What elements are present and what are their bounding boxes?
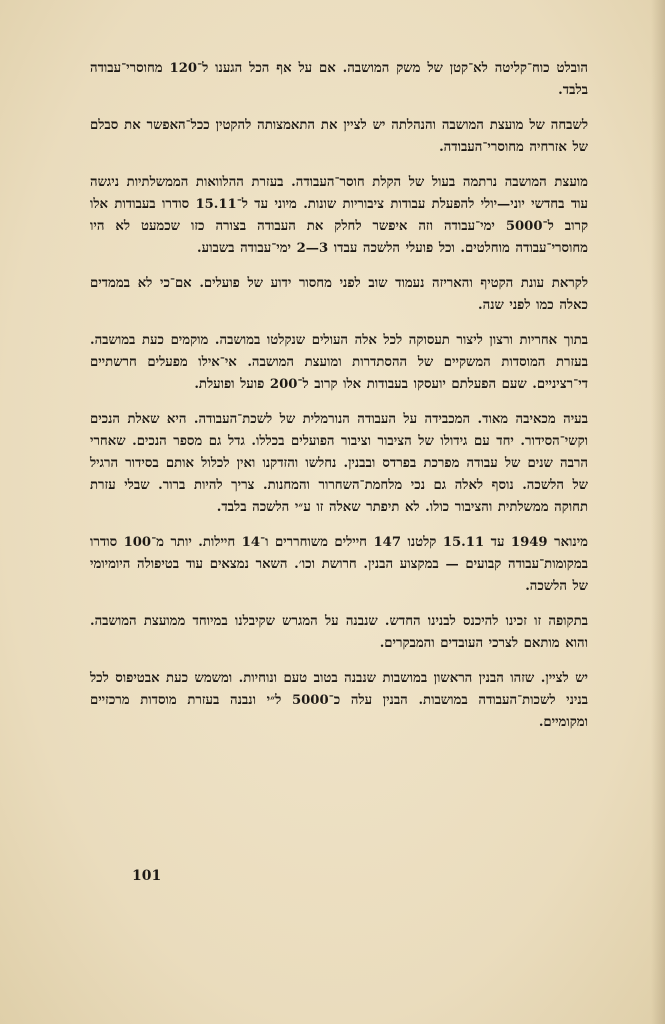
paragraph-3: מועצת המושבה נרתמה בעול של הקלת חוסר־העבודה. בעזרת ההלוואות הממשלתיות ניגשה עוד בחדשי יוני—יולי להפעלת עבודות ציבוריות שונות. מיוני עד ל־15.11 סודרו בעבודות אלו קרוב ל־5000 ימי־עבודה וזה איפשר לחלק את העבודה בצורה כזו שכמעט לא היו מחוסרי־עבודה מוחלטים. וכל פועלי הלשכה עבדו 3—2 ימי־עבודה בשבוע. — [90, 175, 588, 256]
page-number: 101 — [132, 868, 162, 884]
paragraph-5: בתוך אחריות ורצון ליצור תעסוקה לכל אלה העולים שנקלטו במושבה. מוקמים כעת במושבה. בעזרת המוסדות המשקיים של ההסתדרות ומועצת המושבה. אי־אילו מפעלים חרשתיים די־רציניים. שעם הפעלתם יועסקו בעבודות אלו קרוב ל־200 פועל ופועלת. — [90, 333, 588, 392]
paragraph-1: הובלט כוח־קליטה לא־קטן של משק המושבה. אם על אף הכל הגענו ל־120 מחוסרי־עבודה בלבד. — [90, 61, 588, 98]
body-text — [90, 58, 588, 747]
paragraph-7: מינואר 1949 עד 15.11 קלטנו 147 חיילים משוחררים ו־14 חיילות. יותר מ־100 סודרו במקומות־עבודה קבועים — במקצוע הבנין. חרושת וכו׳. השאר נמצאים עוד בטיפולה היומיומי של הלשכה. — [90, 535, 588, 594]
paragraph-6: בעיה מכאיבה מאוד. המכבידה על העבודה הנורמלית של לשכת־העבודה. היא שאלת הנכים וקשי־הסידור. יחד עם גידולו של הציבור וציבור הפועלים בכללו. גדל גם מספר הנכים. שאחרי הרבה שנים של עבודה מפרכת בפרדס ובבנין. נחלשו והזדקנו ואין לכלול אותם בסידור הרגיל של הלשכה. נוסף לאלה גם נכי מלחמת־השחרור והמחנות. צריך להיות ברור. שבלי עזרת תחוקה ממשלתית והציבור כולו. לא תיפתר שאלה זו ע״י הלשכה בלבד. — [90, 412, 588, 515]
paragraph-4: לקראת עונת הקטיף והאריזה נעמוד שוב לפני מחסור ידוע של פועלים. אם־כי לא בממדים כאלה כמו לפני שנה. — [90, 276, 588, 313]
page-edge-shadow — [651, 0, 665, 1024]
paragraph-9: יש לציין. שזהו הבנין הראשון במושבות שנבנה בטוב טעם ונוחיות. ומשמש כעת אבטיפוס לכל בניני לשכות־העבודה במושבות. הבנין עלה כ־5000 ל״י ונבנה בעזרת מוסדות מרכזיים ומקומיים. — [90, 671, 589, 730]
paragraph-8: בתקופה זו זכינו להיכנס לבנינו החדש. שנבנה על המגרש שקיבלנו במיוחד ממועצת המושבה. והוא מותאם לצרכי העובדים והמבקרים. — [90, 614, 588, 651]
paragraph-2: לשבחה של מועצת המושבה והנהלתה יש לציין את התאמצותה להקטין ככל־האפשר את סבלם של אזרחיה מחוסרי־העבודה. — [90, 118, 588, 155]
